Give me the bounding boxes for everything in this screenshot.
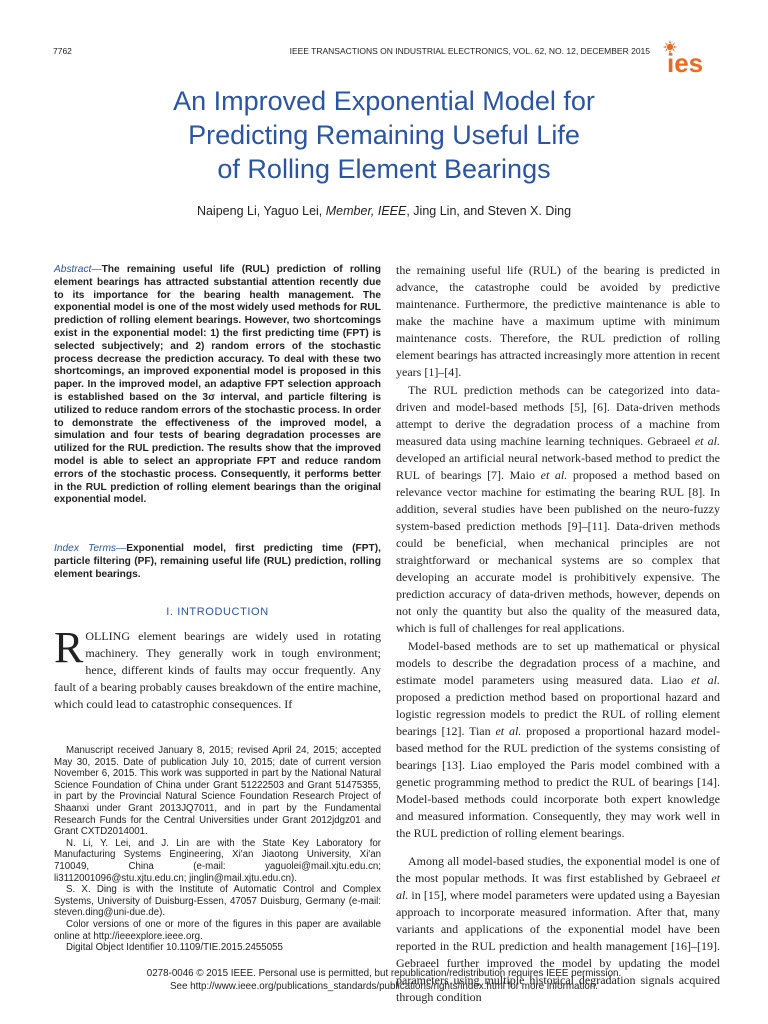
paragraph	[396, 382, 720, 637]
paragraph-text: proposed a proportional hazard model-based method for the RUL prediction of the systems consisting of bearings [13]. Liao employed the Paris model combined with a genetic programming method to predict the RUL of bearings [14]. Model-based methods could incorporate both expert knowledge and measured information. Consequently, they may work well in the RUL prediction of rolling element bearings.	[396, 724, 721, 840]
introduction-body	[54, 623, 381, 713]
section-heading-introduction: I. INTRODUCTION	[166, 606, 269, 618]
paragraph-text: in [15], where model parameters were updated using a Bayesian approach to incorporate measured information. After that, many variants and applications of the exponential model have been reported in the RUL prediction and health management [16]–[19]. Gebraeel further improved the model by updating the model parameters using multiple historical degradation signals acquired through condition	[396, 888, 720, 1004]
paragraph-text: proposed a prediction method based on proportional hazard and logistic regression models to predict the RUL of rolling element bearings [12]. Tian	[396, 690, 720, 738]
footnote-affiliation-1: N. Li, Y. Lei, and J. Lin are with the State Key Laboratory for Manufacturing Systems Engineering, Xi'an Jiaotong University, Xi'an 710049, China (e-mail: yaguolei@mail.xjtu.edu.cn; li3112001096@stu.xjtu.edu.cn; jinglin@mail.xjtu.edu.cn).	[54, 837, 381, 884]
abstract-text: The remaining useful life (RUL) prediction of rolling element bearings has attracted substantial attention recently due to its importance for the bearing health management. The exponential model is one of the most widely used methods for RUL prediction of rolling element bearings. However, two shortcomings exist in the exponential model: 1) the first predicting time (FPT) is selected subjectively; and 2) random errors of the stochastic process decrease the prediction accuracy. To deal with these two shortcomings, an improved exponential model is proposed in this paper. In the improved model, an adaptive FPT selection approach is established based on the 3σ interval, and particle filtering is utilized to reduce random errors of the stochastic process. In order to demonstrate the effectiveness of the improved model, a simulation and four tests of bearing degradation processes are utilized for the RUL prediction. The results show that the improved model is able to select an appropriate FPT and reduce random errors of the stochastic process. Consequently, it performs better in the RUL prediction of rolling element bearings than the original exponential model.	[54, 264, 381, 506]
copyright-line-2: See http://www.ieee.org/publications_standards/publications/rights/index.html for more information.	[169, 981, 599, 992]
paragraph: the remaining useful life (RUL) of the bearing is predicted in advance, the catastrophe could be avoided by predictive maintenance. Furthermore, the predictive maintenance is able to make the machine have a maximum uptime with minimum maintenance costs. Therefore, the RUL prediction of rolling element bearings has attracted increasingly more attention in recent years [1]–[4].	[396, 263, 720, 379]
copyright-notice	[0, 967, 768, 993]
right-column-body	[396, 262, 720, 1006]
footnote-doi: Digital Object Identifier 10.1109/TIE.2015.2455055	[66, 942, 283, 954]
authors-part-2: , Jing Lin, and Steven X. Ding	[406, 204, 572, 218]
paragraph-text: proposed a method based on relevance vector machine for estimating the bearing RUL [8]. In addition, several studies have been published on the neuro-fuzzy system-based prediction methods [9]–[11]. Data-driven methods could be beneficial, when mechanical principles are not straightforward or mechanical systems are so complex that developing an accurate model is prohibitively expensive. The prediction accuracy of data-driven methods, however, depends on not only the quantity but also the quality of the measured data, which is full of challenges for real applications.	[396, 468, 721, 635]
footnote-manuscript: Manuscript received January 8, 2015; revised April 24, 2015; accepted May 30, 2015. Date of publication July 10, 2015; date of current version November 6, 2015. This work was supported in part by the National Natural Science Foundation of China under Grant 51222503 and Grant 51475355, in part by the Provincial Natural Science Foundation Research Project of Shaanxi under Grant 2013JQ7011, and in part by the Fundamental Research Funds for the Central Universities under Grant 2012jdgz01 and Grant CXTD2014001.	[54, 745, 381, 838]
footnote-color-versions: Color versions of one or more of the figures in this paper are available online at http://ieeexplore.ieee.org.	[54, 918, 381, 942]
index-terms-text: Exponential model, first predicting time (FPT), particle filtering (PF), remaining useful life (RUL) prediction, rolling element bearings.	[54, 543, 381, 580]
authors-part-1: Naipeng Li, Yaguo Lei,	[196, 204, 326, 218]
et-al: et al.	[495, 724, 522, 738]
dropcap-letter: R	[54, 623, 84, 672]
abstract-lead: Abstract—	[54, 264, 102, 275]
author-membership: Member, IEEE	[325, 204, 407, 218]
index-terms-lead: Index Terms—	[54, 543, 127, 554]
paragraph-text: developed an artificial neural network-based method to predict the RUL of bearings [7]. Maio	[396, 451, 720, 482]
first-page-footnote	[54, 745, 381, 954]
journal-header: IEEE TRANSACTIONS ON INDUSTRIAL ELECTRONICS, VOL. 62, NO. 12, DECEMBER 2015	[289, 46, 650, 56]
paragraph-text: Among all model-based studies, the exponential model is one of the most popular methods. It was first established by Gebraeel	[396, 854, 720, 885]
ies-logo-icon	[662, 40, 720, 76]
et-al: et al.	[691, 673, 720, 687]
et-al: et al.	[540, 468, 568, 482]
et-al: et al.	[396, 871, 720, 902]
et-al: et al.	[694, 434, 720, 448]
page-number: 7762	[53, 46, 72, 56]
intro-text: element bearings are widely used in rotating machinery. They generally work in tough environment; hence, different kinds of faults may occur frequently. Any fault of a bearing probably causes breakdown of the entire machine, which could lead to catastrophic consequences. If	[54, 629, 381, 711]
index-terms	[54, 543, 381, 581]
ies-logo-text: ies	[667, 48, 704, 76]
paragraph-text: The RUL prediction methods can be categorized into data-driven and model-based methods [5], [6]. Data-driven methods attempt to derive the degradation process of a machine from measured data using machine learning techniques. Gebraeel	[396, 383, 720, 448]
intro-smallcaps: OLLING	[85, 629, 131, 643]
ies-logo	[662, 40, 720, 76]
footnote-affiliation-2: S. X. Ding is with the Institute of Automatic Control and Complex Systems, University of Duisburg-Essen, 47057 Duisburg, Germany (e-mail: steven.ding@uni-due.de).	[54, 884, 381, 919]
title-line-2: Predicting Remaining Useful Life	[188, 120, 580, 150]
paragraph-text: Model-based methods are to set up mathematical or physical models to describe the degradation process of a machine, and estimate model parameters using measured data. Liao	[396, 639, 720, 687]
abstract	[54, 264, 381, 507]
author-list	[0, 204, 768, 218]
copyright-line-1: 0278-0046 © 2015 IEEE. Personal use is permitted, but republication/redistribution requires IEEE permission.	[146, 968, 622, 979]
title-line-3: of Rolling Element Bearings	[217, 154, 551, 184]
paragraph	[396, 638, 720, 842]
paper-title	[0, 84, 768, 186]
title-line-1: An Improved Exponential Model for	[173, 86, 595, 116]
